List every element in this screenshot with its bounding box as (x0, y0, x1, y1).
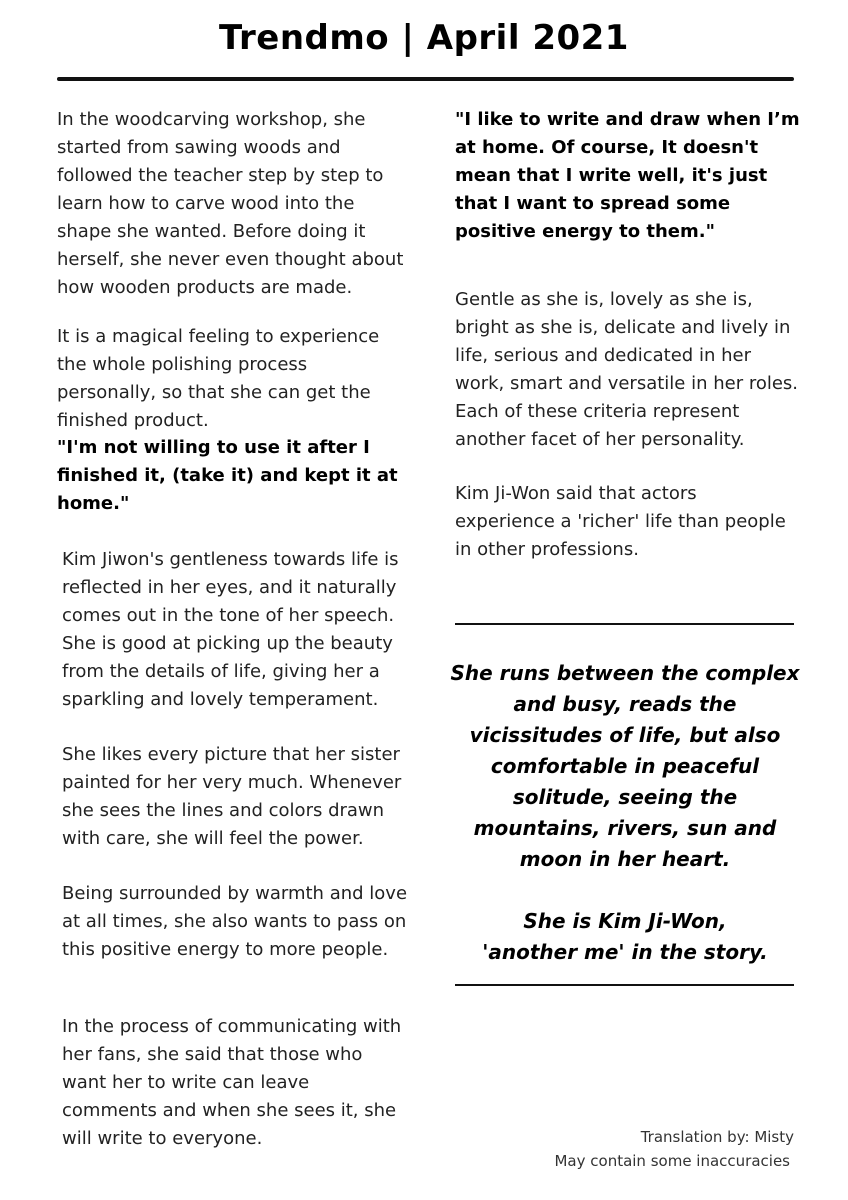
left-paragraph-gentleness: Kim Jiwon's gentleness towards life is reflected in her eyes, and it naturally comes out in the tone of her speech. She is good at picking up the beauty from the details of life, giving her a sparkling and lovely temperament. (62, 549, 399, 710)
left-paragraph-polishing: It is a magical feeling to experience the whole polishing process personally, so that she can get the finished product. (57, 326, 380, 431)
pull-quote-closing (450, 906, 800, 968)
left-paragraph-warmth: Being surrounded by warmth and love at all times, she also wants to pass on this positive energy to more people. (62, 883, 408, 960)
right-paragraph-actors: Kim Ji-Won said that actors experience a 'richer' life than people in other professions. (455, 483, 786, 560)
accuracy-disclaimer: May contain some inaccuracies (554, 1152, 790, 1170)
header-divider (57, 77, 794, 81)
left-paragraph-sister-painting: She likes every picture that her sister painted for her very much. Whenever she sees the lines and colors drawn with care, she will feel the power. (62, 744, 402, 849)
pull-quote-divider-top (455, 623, 794, 625)
pull-quote-closing-line2: 'another me' in the story. (482, 940, 768, 964)
left-quote: "I'm not willing to use it after I finished it, (take it) and kept it at home." (57, 437, 398, 514)
left-paragraph-woodcarving: In the woodcarving workshop, she started from sawing woods and followed the teacher step by step to learn how to carve wood into the shape she wanted. Before doing it herself, she never even thought about how wooden products are made. (57, 109, 404, 298)
translation-credit: Translation by: Misty (640, 1128, 794, 1146)
page-title: Trendmo | April 2021 (219, 18, 629, 58)
left-paragraph-fans: In the process of communicating with her fans, she said that those who want her to write can leave comments and when she sees it, she will write to everyone. (62, 1016, 402, 1149)
pull-quote: She runs between the complex and busy, reads the vicissitudes of life, but also comfortable in peaceful solitude, seeing the mountains, rivers, sun and moon in her heart. (450, 661, 800, 871)
pull-quote-closing-line1: She is Kim Ji-Won, (523, 909, 727, 933)
pull-quote-divider-bottom (455, 984, 794, 986)
right-paragraph-gentle: Gentle as she is, lovely as she is, bright as she is, delicate and lively in life, serious and dedicated in her work, smart and versatile in her roles. Each of these criteria represent another facet of her personality. (455, 289, 799, 450)
right-quote: "I like to write and draw when I’m at home. Of course, It doesn't mean that I write well, it's just that I want to spread some positive energy to them." (455, 109, 800, 242)
